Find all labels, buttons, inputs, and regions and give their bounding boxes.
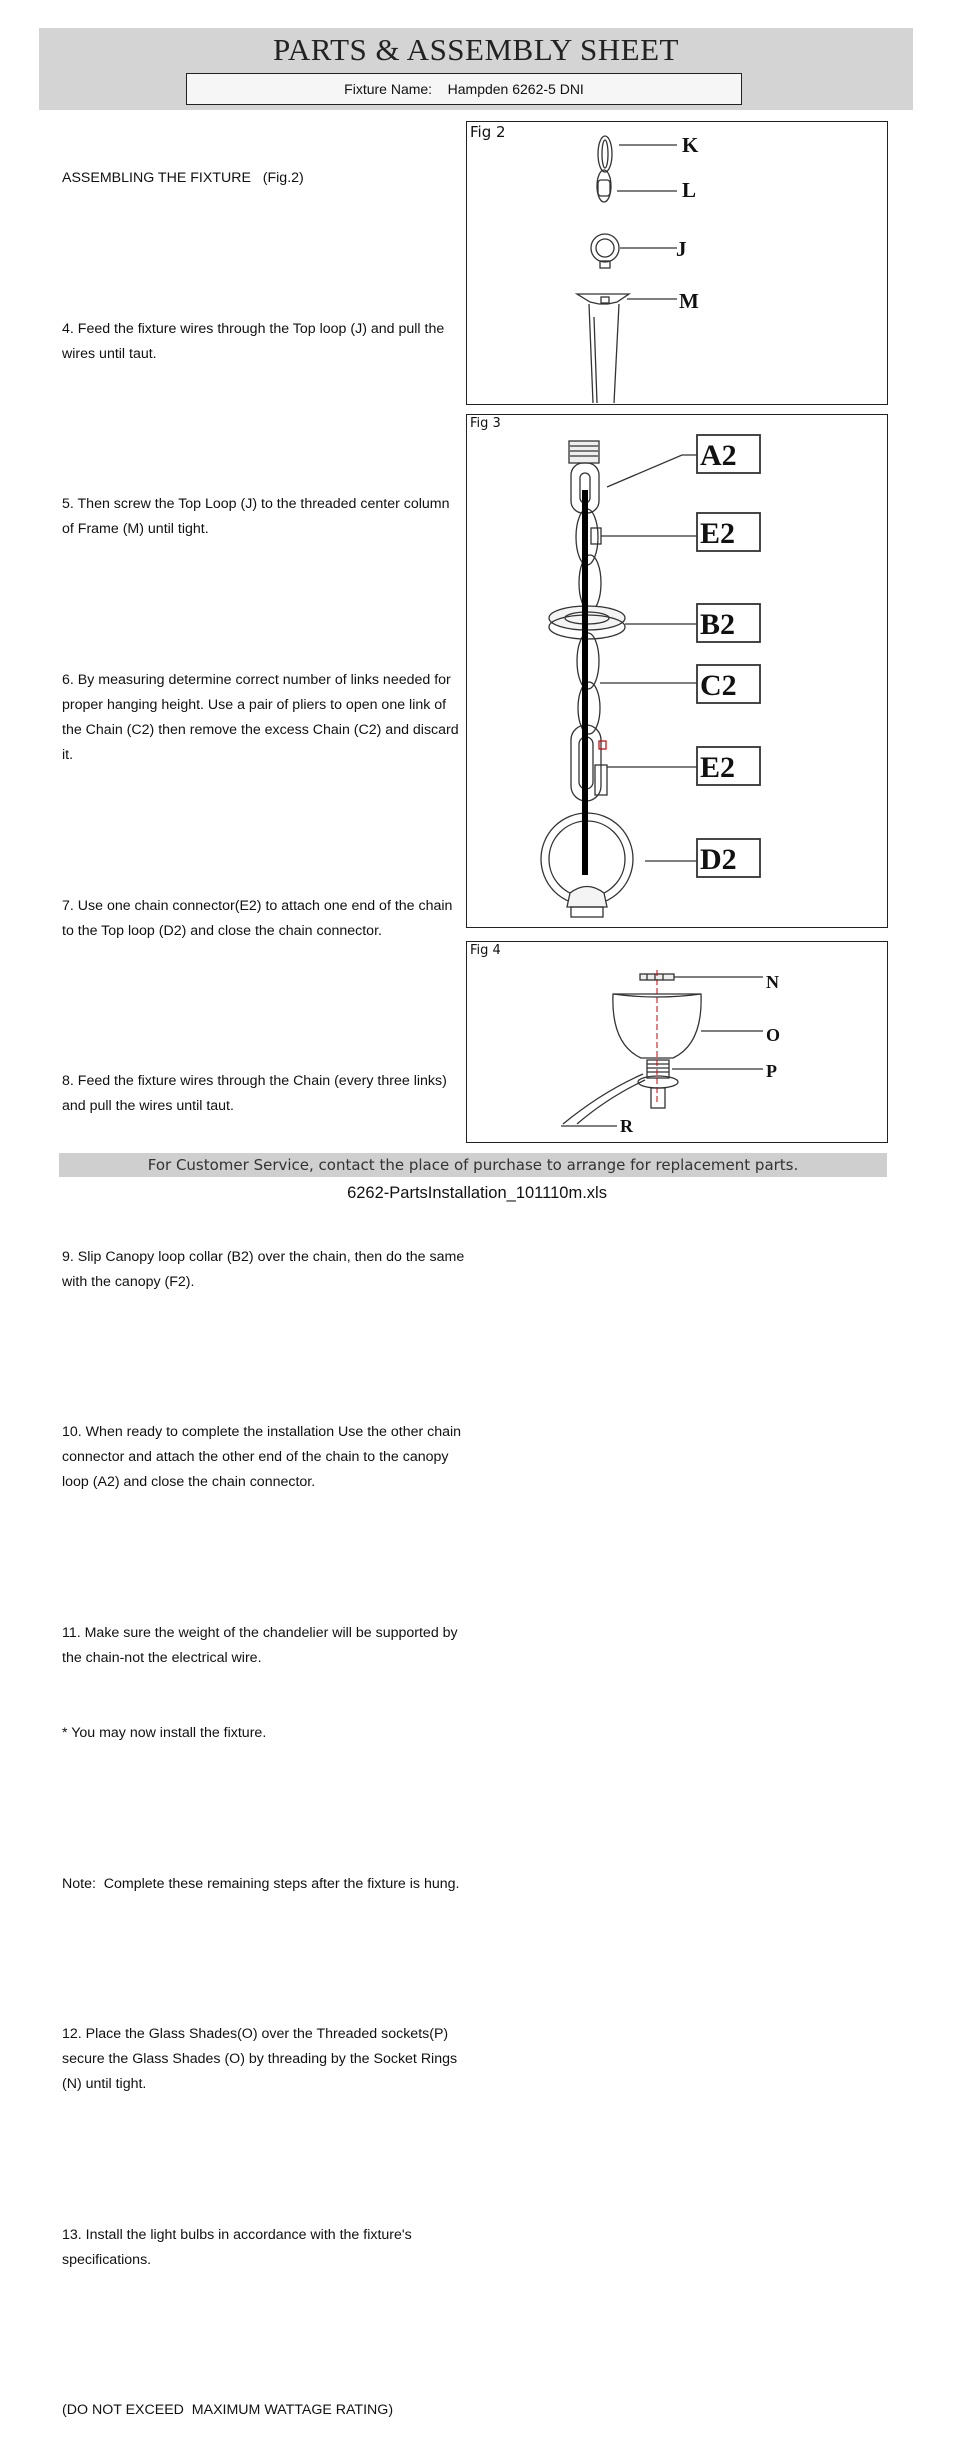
fixture-name-value: Hampden 6262-5 DNI bbox=[447, 81, 584, 97]
step-10: 10. When ready to complete the installation Use the other chain connector and attach the other end of the chain to the canopy loop (A2) and close the chain connector. bbox=[62, 1424, 466, 1491]
figure-3-diagram bbox=[467, 415, 887, 927]
step-11-note: * You may now install the fixture. bbox=[62, 1725, 267, 1742]
part-l-label: L bbox=[682, 178, 697, 202]
wattage-warning: (DO NOT EXCEED MAXIMUM WATTAGE RATING) bbox=[62, 2402, 394, 2419]
part-p-label: P bbox=[766, 1061, 777, 1081]
step-9: 9. Slip Canopy loop collar (B2) over the chain, then do the same with the canopy (F2). bbox=[62, 1248, 469, 1290]
figure-2-diagram bbox=[467, 122, 887, 404]
page-title: PARTS & ASSEMBLY SHEET bbox=[273, 32, 679, 67]
fixture-name-label: Fixture Name: bbox=[344, 81, 433, 97]
chain-connector-icon bbox=[598, 180, 610, 196]
connector-top-icon bbox=[591, 528, 601, 544]
part-c2-label: C2 bbox=[700, 669, 737, 702]
instructions-heading: ASSEMBLING THE FIXTURE (Fig.2) bbox=[62, 170, 304, 187]
part-e2-bottom-label: E2 bbox=[700, 751, 736, 784]
step-8: 8. Feed the fixture wires through the Chain (every three links) and pull the wires until taut. bbox=[62, 1073, 451, 1115]
step-7: 7. Use one chain connector(E2) to attach one end of the chain to the Top loop (D2) and close the chain connector. bbox=[62, 897, 457, 939]
part-b2-label: B2 bbox=[700, 608, 736, 641]
figure-4-label: Fig 4 bbox=[470, 943, 501, 958]
figure-3-label: Fig 3 bbox=[470, 416, 501, 431]
note: Note: Complete these remaining steps after the fixture is hung. bbox=[62, 1875, 460, 1892]
part-j-label: J bbox=[676, 237, 687, 261]
step-12: 12. Place the Glass Shades(O) over the Threaded sockets(P) secure the Glass Shades (O) by threading by the Socket Rings (N) until tight. bbox=[62, 2026, 462, 2093]
threaded-socket-icon bbox=[647, 1060, 669, 1078]
file-name: 6262-PartsInstallation_101110m.xls bbox=[347, 1184, 607, 1202]
part-r-label: R bbox=[620, 1116, 633, 1136]
part-m-label: M bbox=[679, 289, 699, 313]
top-loop-icon bbox=[591, 234, 619, 262]
customer-service-bar: For Customer Service, contact the place of purchase to arrange for replacement parts. bbox=[59, 1153, 887, 1177]
figure-4 bbox=[466, 941, 888, 1143]
part-n-label: N bbox=[766, 972, 779, 992]
chain-link-icon bbox=[598, 136, 612, 172]
part-k-label: K bbox=[682, 133, 699, 157]
step-4: 4. Feed the fixture wires through the Top loop (J) and pull the wires until taut. bbox=[62, 320, 449, 362]
part-e2-top-label: E2 bbox=[700, 517, 736, 550]
figure-2-label: Fig 2 bbox=[470, 123, 506, 141]
step-13: 13. Install the light bulbs in accordance with the fixture's specifications. bbox=[62, 2226, 416, 2268]
assembly-instructions bbox=[62, 116, 469, 2449]
figure-3 bbox=[466, 414, 888, 928]
part-a2-label: A2 bbox=[700, 439, 737, 472]
part-d2-label: D2 bbox=[700, 843, 737, 876]
step-5: 5. Then screw the Top Loop (J) to the threaded center column of Frame (M) until tight. bbox=[62, 496, 458, 538]
fixture-name-box bbox=[186, 73, 742, 105]
canopy-loop-icon bbox=[569, 441, 599, 463]
figure-4-diagram bbox=[467, 942, 887, 1142]
figure-2 bbox=[466, 121, 888, 405]
header bbox=[39, 28, 913, 110]
part-o-label: O bbox=[766, 1025, 781, 1045]
step-11: 11. Make sure the weight of the chandelier will be supported by the chain-not the electrical wire. bbox=[62, 1624, 462, 1666]
step-6: 6. By measuring determine correct number of links needed for proper hanging height. Use a pair of pliers to open one link of the Chain (C2) then remove the excess Chain (C2) and discard it. bbox=[62, 671, 463, 764]
